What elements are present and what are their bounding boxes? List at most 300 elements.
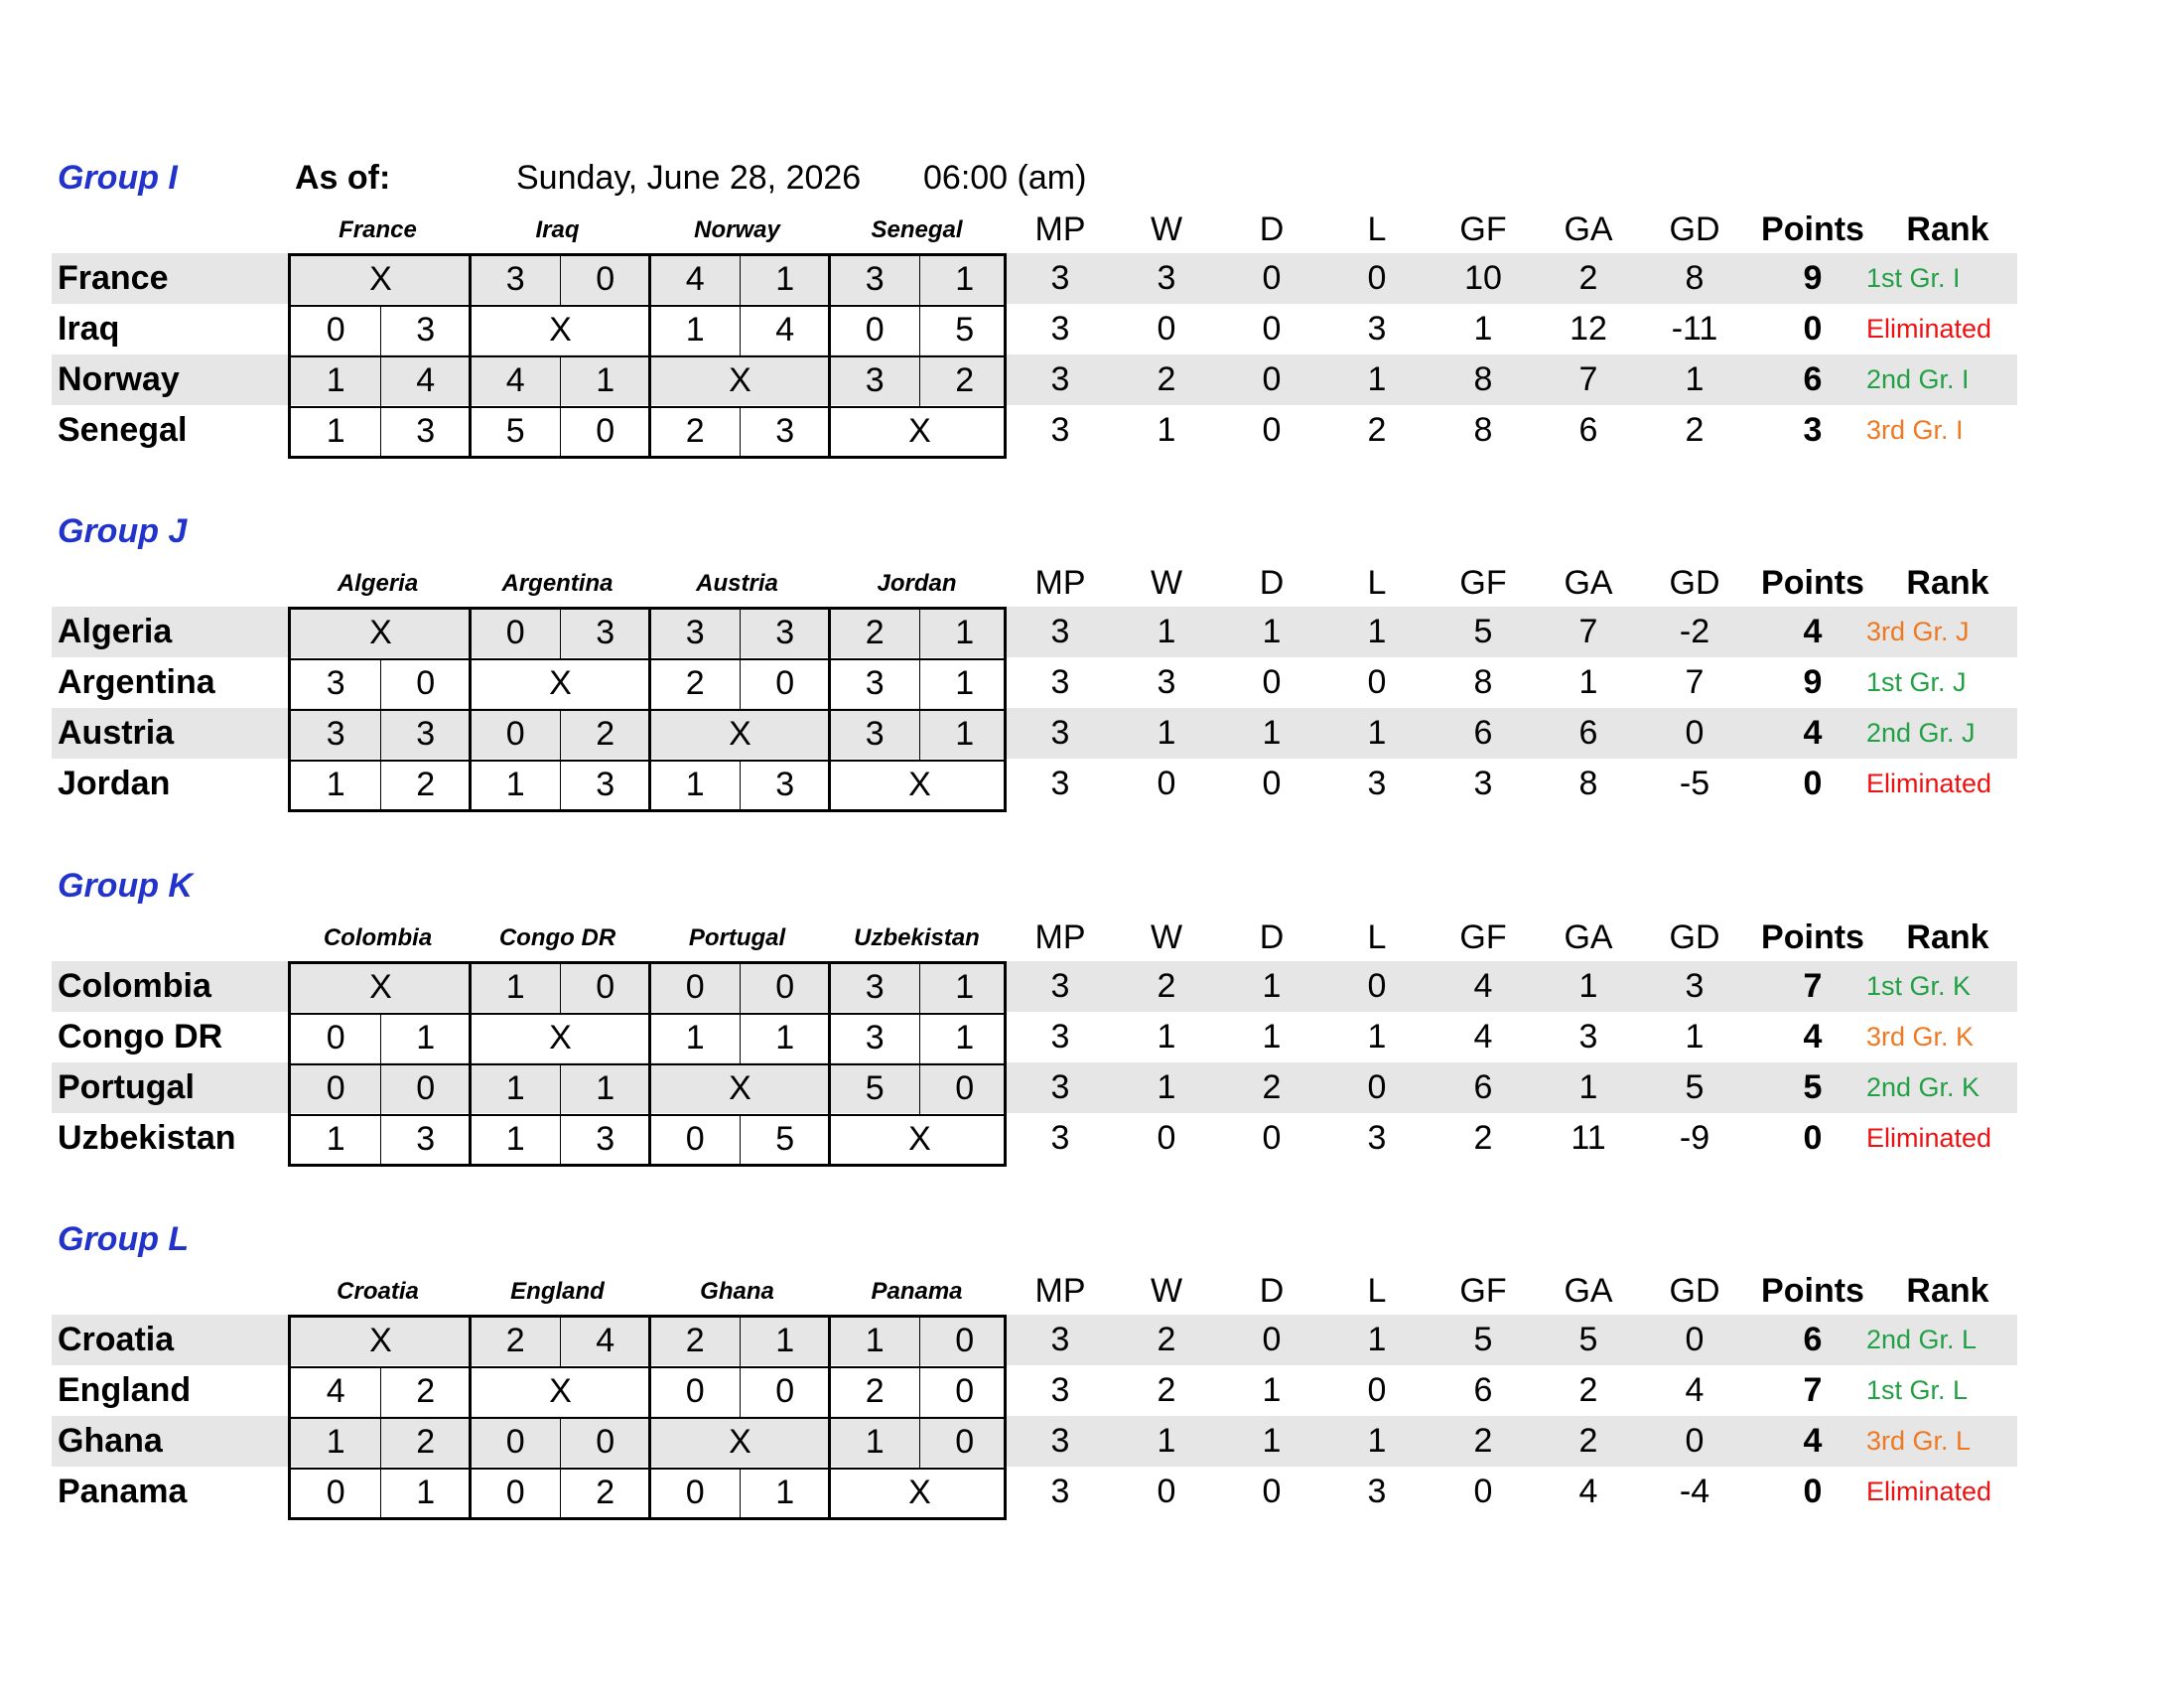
stat-l: 3 xyxy=(1367,1473,1387,1510)
goals-against-cell: 1 xyxy=(955,968,975,1006)
self-match-cell: X xyxy=(729,361,751,399)
goals-for-cell: 0 xyxy=(865,311,885,349)
stat-ga: 1 xyxy=(1578,1068,1598,1106)
goals-for-cell: 0 xyxy=(685,1120,705,1158)
stat-header-points: Points xyxy=(1761,564,1864,602)
stat-points: 0 xyxy=(1803,765,1823,802)
stat-mp: 3 xyxy=(1050,1068,1070,1106)
stat-header-l: L xyxy=(1367,1272,1387,1310)
goals-for-cell: 0 xyxy=(326,1474,345,1511)
stat-mp: 3 xyxy=(1050,1371,1070,1409)
stat-header-l: L xyxy=(1367,211,1387,248)
as-of-label: As of: xyxy=(295,159,391,197)
self-match-cell: X xyxy=(729,1069,751,1107)
rank-label: 1st Gr. K xyxy=(1866,971,1972,1001)
opponent-header: Colombia xyxy=(323,924,433,951)
rank-label: 3rd Gr. J xyxy=(1866,617,1970,646)
stat-d: 0 xyxy=(1262,360,1282,398)
stat-gd: -2 xyxy=(1679,613,1710,650)
stat-gf: 8 xyxy=(1473,663,1493,701)
goals-against-cell: 3 xyxy=(775,766,795,803)
stat-l: 1 xyxy=(1367,360,1387,398)
goals-against-cell: 0 xyxy=(416,664,436,702)
rank-label: Eliminated xyxy=(1866,1123,1992,1153)
goals-against-cell: 1 xyxy=(596,1069,615,1107)
stat-w: 1 xyxy=(1157,1422,1176,1460)
stat-gd: -5 xyxy=(1679,765,1710,802)
stat-d: 0 xyxy=(1262,1321,1282,1358)
rank-label: 3rd Gr. L xyxy=(1866,1426,1972,1456)
stat-gd: 0 xyxy=(1685,714,1705,752)
stat-header-gd: GD xyxy=(1669,1272,1720,1310)
goals-for-cell: 1 xyxy=(326,412,345,450)
as-of-date: Sunday, June 28, 2026 xyxy=(516,159,862,197)
stat-w: 2 xyxy=(1157,967,1176,1005)
results-grid xyxy=(288,961,1007,1167)
grid-row xyxy=(291,406,1004,457)
grid-row xyxy=(291,658,1004,709)
opponent-header: Norway xyxy=(694,216,780,243)
stat-l: 3 xyxy=(1367,765,1387,802)
goals-against-cell: 3 xyxy=(416,715,436,753)
goals-against-cell: 1 xyxy=(955,260,975,298)
stat-gf: 1 xyxy=(1473,310,1493,348)
team-name: England xyxy=(58,1371,192,1409)
stat-mp: 3 xyxy=(1050,411,1070,449)
stat-mp: 3 xyxy=(1050,967,1070,1005)
goals-against-cell: 1 xyxy=(416,1474,436,1511)
team-name: France xyxy=(58,259,169,297)
opponent-header: Croatia xyxy=(337,1278,419,1305)
stat-gd: 1 xyxy=(1685,1018,1705,1055)
stat-w: 3 xyxy=(1157,663,1176,701)
rank-label: 2nd Gr. K xyxy=(1866,1072,1980,1102)
goals-for-cell: 5 xyxy=(505,412,525,450)
goals-for-cell: 1 xyxy=(505,968,525,1006)
stat-points: 4 xyxy=(1803,613,1823,650)
stat-header-d: D xyxy=(1259,1272,1285,1310)
goals-for-cell: 3 xyxy=(685,614,705,651)
stat-d: 1 xyxy=(1262,1018,1282,1055)
stat-w: 2 xyxy=(1157,1321,1176,1358)
stat-ga: 6 xyxy=(1578,714,1598,752)
rank-label: 1st Gr. I xyxy=(1866,263,1961,293)
goals-against-cell: 3 xyxy=(775,614,795,651)
goals-against-cell: 0 xyxy=(596,968,615,1006)
stat-w: 2 xyxy=(1157,360,1176,398)
stat-l: 3 xyxy=(1367,1119,1387,1157)
stat-ga: 6 xyxy=(1578,411,1598,449)
goals-for-cell: 0 xyxy=(326,1019,345,1056)
opponent-header: Argentina xyxy=(501,570,614,597)
goals-for-cell: 1 xyxy=(505,1069,525,1107)
goals-for-cell: 4 xyxy=(505,361,525,399)
self-match-cell: X xyxy=(549,664,572,702)
stat-l: 1 xyxy=(1367,1018,1387,1055)
stat-header-gf: GF xyxy=(1459,1272,1507,1310)
stat-l: 2 xyxy=(1367,411,1387,449)
stat-l: 0 xyxy=(1367,1371,1387,1409)
stat-mp: 3 xyxy=(1050,1473,1070,1510)
goals-for-cell: 2 xyxy=(505,1322,525,1359)
stat-gf: 4 xyxy=(1473,967,1493,1005)
stat-points: 9 xyxy=(1803,259,1823,297)
stat-ga: 2 xyxy=(1578,259,1598,297)
team-name: Ghana xyxy=(58,1422,163,1460)
goals-against-cell: 4 xyxy=(596,1322,615,1359)
stat-header-w: W xyxy=(1150,918,1183,956)
stat-d: 1 xyxy=(1262,1371,1282,1409)
goals-against-cell: 0 xyxy=(955,1423,975,1461)
goals-for-cell: 1 xyxy=(505,766,525,803)
stat-gd: 4 xyxy=(1685,1371,1705,1409)
self-match-cell: X xyxy=(369,260,392,298)
grid-row xyxy=(291,1316,1004,1366)
goals-for-cell: 1 xyxy=(505,1120,525,1158)
grid-row xyxy=(291,1114,1004,1165)
stat-w: 1 xyxy=(1157,714,1176,752)
stat-points: 9 xyxy=(1803,663,1823,701)
goals-for-cell: 3 xyxy=(865,1019,885,1056)
stat-d: 0 xyxy=(1262,1119,1282,1157)
stat-d: 0 xyxy=(1262,663,1282,701)
self-match-cell: X xyxy=(549,1019,572,1056)
stat-d: 1 xyxy=(1262,714,1282,752)
stat-mp: 3 xyxy=(1050,1422,1070,1460)
stat-ga: 2 xyxy=(1578,1371,1598,1409)
goals-against-cell: 4 xyxy=(775,311,795,349)
team-name: Uzbekistan xyxy=(58,1119,236,1157)
stat-points: 0 xyxy=(1803,1473,1823,1510)
goals-for-cell: 0 xyxy=(685,968,705,1006)
rank-label: Eliminated xyxy=(1866,1477,1992,1506)
goals-for-cell: 1 xyxy=(865,1322,885,1359)
stat-mp: 3 xyxy=(1050,310,1070,348)
goals-against-cell: 0 xyxy=(955,1372,975,1410)
team-name: Colombia xyxy=(58,967,211,1005)
stat-points: 6 xyxy=(1803,360,1823,398)
stat-header-rank: Rank xyxy=(1906,1272,1989,1310)
stat-ga: 12 xyxy=(1570,310,1607,348)
stat-gf: 6 xyxy=(1473,714,1493,752)
stat-ga: 5 xyxy=(1578,1321,1598,1358)
stat-l: 1 xyxy=(1367,1321,1387,1358)
self-match-cell: X xyxy=(908,1474,931,1511)
rank-label: 1st Gr. J xyxy=(1866,667,1967,697)
group-label: Group K xyxy=(58,867,193,905)
goals-for-cell: 0 xyxy=(505,1474,525,1511)
grid-row xyxy=(291,1013,1004,1063)
stat-points: 7 xyxy=(1803,967,1823,1005)
goals-against-cell: 0 xyxy=(596,412,615,450)
goals-for-cell: 1 xyxy=(685,766,705,803)
stat-w: 3 xyxy=(1157,259,1176,297)
goals-against-cell: 5 xyxy=(955,311,975,349)
goals-against-cell: 1 xyxy=(596,361,615,399)
stat-header-points: Points xyxy=(1761,211,1864,248)
rank-label: Eliminated xyxy=(1866,769,1992,798)
self-match-cell: X xyxy=(729,715,751,753)
goals-against-cell: 0 xyxy=(596,1423,615,1461)
rank-label: 3rd Gr. K xyxy=(1866,1022,1975,1052)
stat-ga: 11 xyxy=(1570,1119,1606,1157)
team-name: Senegal xyxy=(58,411,188,449)
stat-ga: 4 xyxy=(1578,1473,1598,1510)
stat-d: 1 xyxy=(1262,1422,1282,1460)
goals-against-cell: 1 xyxy=(955,614,975,651)
stat-w: 0 xyxy=(1157,310,1176,348)
goals-against-cell: 2 xyxy=(596,1474,615,1511)
stat-header-gd: GD xyxy=(1669,918,1720,956)
goals-against-cell: 3 xyxy=(596,1120,615,1158)
goals-for-cell: 0 xyxy=(505,715,525,753)
stat-header-l: L xyxy=(1367,564,1387,602)
goals-for-cell: 2 xyxy=(685,412,705,450)
stat-header-mp: MP xyxy=(1034,211,1086,248)
results-grid xyxy=(288,253,1007,459)
stat-l: 0 xyxy=(1367,663,1387,701)
opponent-header: Senegal xyxy=(871,216,963,243)
stat-w: 0 xyxy=(1157,765,1176,802)
goals-for-cell: 1 xyxy=(326,766,345,803)
goals-against-cell: 1 xyxy=(775,1474,795,1511)
goals-against-cell: 0 xyxy=(775,664,795,702)
grid-row xyxy=(291,709,1004,760)
goals-against-cell: 0 xyxy=(775,968,795,1006)
opponent-header: Ghana xyxy=(700,1278,774,1305)
standings-header xyxy=(0,0,2184,199)
stat-gf: 2 xyxy=(1473,1422,1493,1460)
stat-header-points: Points xyxy=(1761,1272,1864,1310)
goals-against-cell: 1 xyxy=(775,260,795,298)
stat-gd: 0 xyxy=(1685,1321,1705,1358)
team-name: Iraq xyxy=(58,310,120,348)
rank-label: 2nd Gr. L xyxy=(1866,1325,1978,1354)
opponent-header: Uzbekistan xyxy=(854,924,980,951)
self-match-cell: X xyxy=(549,311,572,349)
stat-w: 1 xyxy=(1157,1068,1176,1106)
stat-mp: 3 xyxy=(1050,360,1070,398)
stat-gf: 5 xyxy=(1473,1321,1493,1358)
stat-gd: 8 xyxy=(1685,259,1705,297)
stat-points: 0 xyxy=(1803,310,1823,348)
goals-against-cell: 1 xyxy=(416,1019,436,1056)
stat-d: 0 xyxy=(1262,411,1282,449)
goals-against-cell: 2 xyxy=(416,766,436,803)
goals-against-cell: 3 xyxy=(596,614,615,651)
stat-mp: 3 xyxy=(1050,765,1070,802)
stat-gf: 6 xyxy=(1473,1371,1493,1409)
goals-against-cell: 1 xyxy=(955,715,975,753)
stat-points: 4 xyxy=(1803,714,1823,752)
goals-against-cell: 4 xyxy=(416,361,436,399)
stat-points: 3 xyxy=(1803,411,1823,449)
stat-l: 0 xyxy=(1367,967,1387,1005)
opponent-header: Jordan xyxy=(877,570,957,597)
team-name: Congo DR xyxy=(58,1018,223,1055)
stat-d: 0 xyxy=(1262,1473,1282,1510)
goals-for-cell: 1 xyxy=(865,1423,885,1461)
stat-header-mp: MP xyxy=(1034,564,1086,602)
stat-w: 0 xyxy=(1157,1119,1176,1157)
stat-gf: 8 xyxy=(1473,360,1493,398)
stat-header-gd: GD xyxy=(1669,211,1720,248)
stat-gd: -9 xyxy=(1679,1119,1710,1157)
goals-for-cell: 3 xyxy=(865,361,885,399)
stat-gd: 0 xyxy=(1685,1422,1705,1460)
stat-l: 0 xyxy=(1367,1068,1387,1106)
stat-d: 0 xyxy=(1262,310,1282,348)
stat-header-gd: GD xyxy=(1669,564,1720,602)
stat-points: 0 xyxy=(1803,1119,1823,1157)
stat-w: 1 xyxy=(1157,613,1176,650)
stat-header-ga: GA xyxy=(1564,211,1613,248)
stat-header-gf: GF xyxy=(1459,918,1507,956)
stat-header-ga: GA xyxy=(1564,1272,1613,1310)
goals-against-cell: 1 xyxy=(955,1019,975,1056)
stat-gf: 0 xyxy=(1473,1473,1493,1510)
stat-header-w: W xyxy=(1150,564,1183,602)
stat-ga: 1 xyxy=(1578,663,1598,701)
group-label: Group I xyxy=(58,159,178,197)
team-name: Panama xyxy=(58,1473,188,1510)
stat-w: 2 xyxy=(1157,1371,1176,1409)
stat-w: 1 xyxy=(1157,1018,1176,1055)
stat-ga: 8 xyxy=(1578,765,1598,802)
goals-against-cell: 0 xyxy=(596,260,615,298)
goals-against-cell: 3 xyxy=(416,311,436,349)
stat-ga: 3 xyxy=(1578,1018,1598,1055)
stat-points: 6 xyxy=(1803,1321,1823,1358)
goals-for-cell: 1 xyxy=(685,1019,705,1056)
as-of-time: 06:00 (am) xyxy=(923,159,1087,197)
rank-label: 3rd Gr. I xyxy=(1866,415,1964,445)
self-match-cell: X xyxy=(369,1322,392,1359)
stat-gd: 7 xyxy=(1685,663,1705,701)
rank-label: Eliminated xyxy=(1866,314,1992,344)
goals-against-cell: 5 xyxy=(775,1120,795,1158)
stat-gf: 2 xyxy=(1473,1119,1493,1157)
goals-against-cell: 1 xyxy=(775,1322,795,1359)
stat-l: 1 xyxy=(1367,1422,1387,1460)
self-match-cell: X xyxy=(908,412,931,450)
stat-ga: 1 xyxy=(1578,967,1598,1005)
results-grid xyxy=(288,607,1007,812)
stat-header-mp: MP xyxy=(1034,918,1086,956)
stat-header-rank: Rank xyxy=(1906,918,1989,956)
stat-header-l: L xyxy=(1367,918,1387,956)
stat-gf: 4 xyxy=(1473,1018,1493,1055)
stat-mp: 3 xyxy=(1050,1321,1070,1358)
stat-points: 4 xyxy=(1803,1422,1823,1460)
goals-for-cell: 3 xyxy=(865,260,885,298)
goals-against-cell: 0 xyxy=(775,1372,795,1410)
grid-row xyxy=(291,305,1004,355)
goals-for-cell: 2 xyxy=(685,1322,705,1359)
goals-for-cell: 0 xyxy=(505,614,525,651)
stat-gf: 5 xyxy=(1473,613,1493,650)
goals-against-cell: 1 xyxy=(775,1019,795,1056)
goals-for-cell: 0 xyxy=(685,1372,705,1410)
opponent-header: Algeria xyxy=(337,570,419,597)
goals-for-cell: 1 xyxy=(326,1423,345,1461)
stat-d: 2 xyxy=(1262,1068,1282,1106)
stat-header-gf: GF xyxy=(1459,211,1507,248)
team-name: Argentina xyxy=(58,663,215,701)
rank-label: 2nd Gr. J xyxy=(1866,718,1976,748)
opponent-header: England xyxy=(510,1278,605,1305)
stat-header-w: W xyxy=(1150,211,1183,248)
grid-row xyxy=(291,1468,1004,1518)
team-name: Jordan xyxy=(58,765,171,802)
goals-for-cell: 4 xyxy=(685,260,705,298)
goals-against-cell: 1 xyxy=(955,664,975,702)
stat-ga: 7 xyxy=(1578,360,1598,398)
team-name: Croatia xyxy=(58,1321,175,1358)
goals-for-cell: 3 xyxy=(865,664,885,702)
goals-for-cell: 3 xyxy=(326,715,345,753)
grid-row xyxy=(291,760,1004,810)
stat-ga: 7 xyxy=(1578,613,1598,650)
stat-header-ga: GA xyxy=(1564,564,1613,602)
goals-for-cell: 2 xyxy=(685,664,705,702)
team-name: Portugal xyxy=(58,1068,195,1106)
stat-gf: 8 xyxy=(1473,411,1493,449)
opponent-header: Portugal xyxy=(688,924,786,951)
opponent-header: France xyxy=(339,216,417,243)
stat-header-gf: GF xyxy=(1459,564,1507,602)
goals-for-cell: 3 xyxy=(865,968,885,1006)
stat-w: 1 xyxy=(1157,411,1176,449)
stat-d: 0 xyxy=(1262,765,1282,802)
stat-gf: 10 xyxy=(1464,259,1502,297)
goals-for-cell: 2 xyxy=(865,1372,885,1410)
stat-w: 0 xyxy=(1157,1473,1176,1510)
stat-header-ga: GA xyxy=(1564,918,1613,956)
opponent-header: Iraq xyxy=(535,216,580,243)
self-match-cell: X xyxy=(369,968,392,1006)
opponent-header: Congo DR xyxy=(498,924,616,951)
goals-for-cell: 3 xyxy=(505,260,525,298)
stat-header-d: D xyxy=(1259,211,1285,248)
stat-l: 3 xyxy=(1367,310,1387,348)
goals-for-cell: 0 xyxy=(685,1474,705,1511)
grid-row xyxy=(291,962,1004,1013)
goals-against-cell: 2 xyxy=(416,1423,436,1461)
stat-points: 7 xyxy=(1803,1371,1823,1409)
group-label: Group J xyxy=(58,512,188,550)
goals-against-cell: 3 xyxy=(775,412,795,450)
stat-d: 0 xyxy=(1262,259,1282,297)
team-name: Austria xyxy=(58,714,175,752)
stat-gd: 2 xyxy=(1685,411,1705,449)
self-match-cell: X xyxy=(908,1120,931,1158)
goals-against-cell: 2 xyxy=(416,1372,436,1410)
group-label: Group L xyxy=(58,1220,190,1258)
stat-gd: -4 xyxy=(1679,1473,1710,1510)
team-name: Algeria xyxy=(58,613,173,650)
goals-against-cell: 3 xyxy=(416,1120,436,1158)
goals-against-cell: 0 xyxy=(416,1069,436,1107)
goals-for-cell: 1 xyxy=(685,311,705,349)
stat-points: 5 xyxy=(1803,1068,1823,1106)
stat-mp: 3 xyxy=(1050,613,1070,650)
goals-against-cell: 0 xyxy=(955,1322,975,1359)
stat-mp: 3 xyxy=(1050,714,1070,752)
goals-for-cell: 1 xyxy=(326,361,345,399)
opponent-header: Austria xyxy=(696,570,778,597)
self-match-cell: X xyxy=(549,1372,572,1410)
